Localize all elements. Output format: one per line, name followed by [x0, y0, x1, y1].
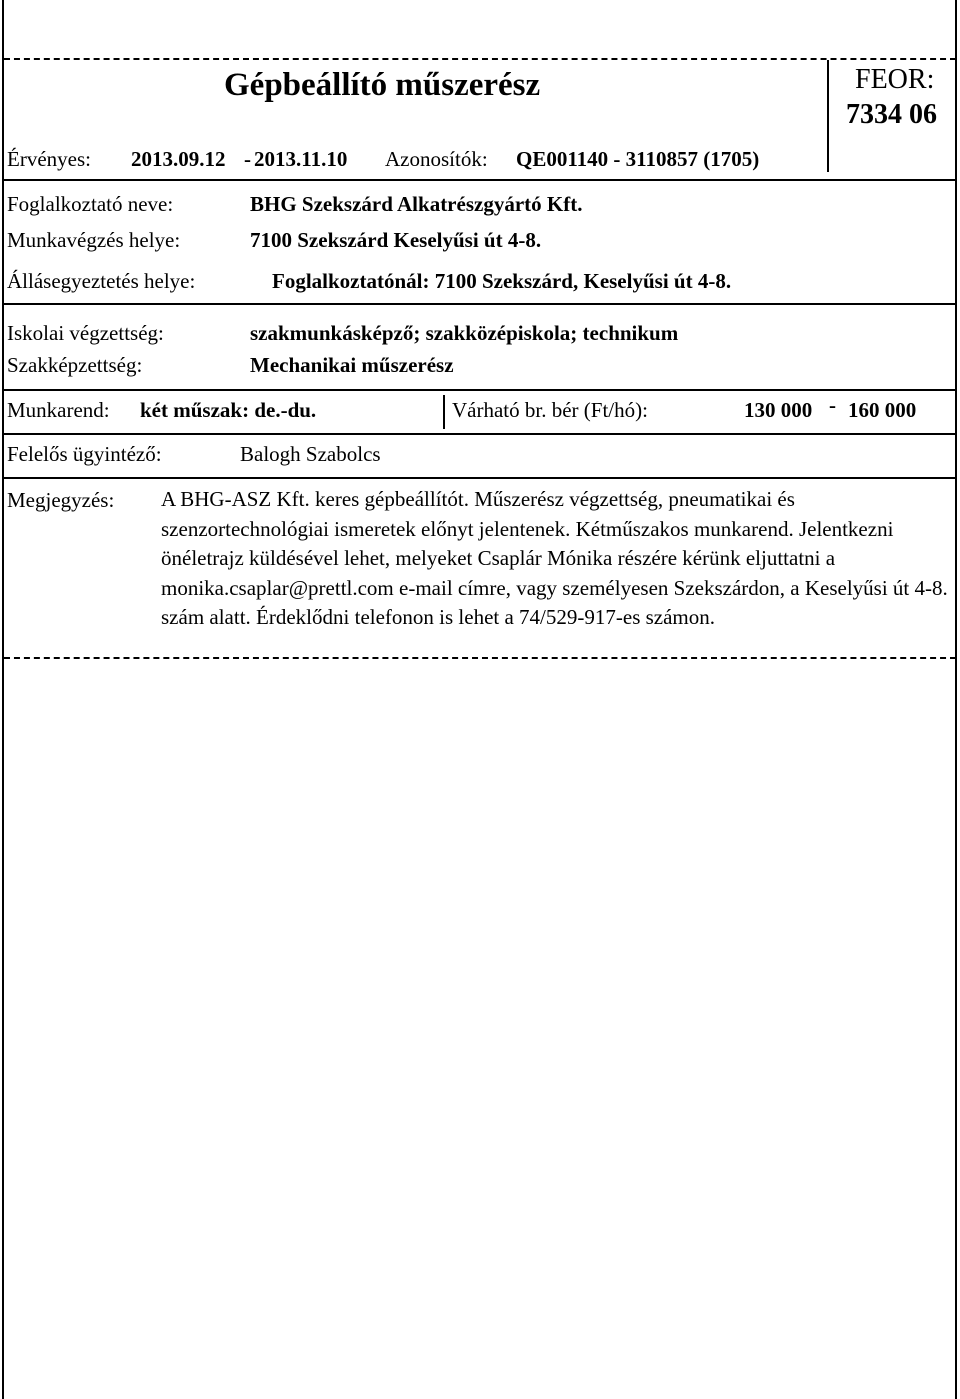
wage-to: 160 000	[848, 398, 917, 422]
validity-to: 2013.11.10	[254, 147, 348, 171]
interview-place-label: Állásegyeztetés helye:	[7, 269, 196, 293]
contact-value: Balogh Szabolcs	[240, 442, 381, 466]
school-label: Iskolai végzettség:	[7, 321, 164, 345]
wage-separator: -	[829, 393, 836, 417]
workplace-label: Munkavégzés helye:	[7, 228, 181, 252]
ids-value: QE001140 - 3110857 (1705)	[516, 147, 760, 171]
wage-divider	[443, 395, 445, 429]
workplace-value: 7100 Szekszárd Keselyűsi út 4-8.	[250, 228, 542, 252]
validity-separator: -	[244, 147, 251, 171]
page-title: Gépbeállító műszerész	[224, 67, 541, 103]
note-label: Megjegyzés:	[7, 488, 115, 512]
qualification-label: Szakképzettség:	[7, 353, 143, 377]
frame-left-border	[2, 0, 4, 1399]
bottom-dashed-divider	[4, 657, 956, 659]
divider	[4, 303, 956, 305]
feor-code: 7334 06	[846, 99, 937, 130]
validity-label: Érvényes:	[7, 147, 91, 171]
interview-place-value: Foglalkoztatónál: 7100 Szekszárd, Keselyűsi út 4-8.	[272, 269, 732, 293]
divider	[4, 433, 956, 435]
wage-label: Várható br. bér (Ft/hó):	[452, 398, 648, 422]
feor-label: FEOR:	[855, 64, 935, 95]
feor-divider	[827, 60, 829, 172]
top-dashed-divider	[4, 58, 956, 60]
qualification-value: Mechanikai műszerész	[250, 353, 454, 377]
divider	[4, 477, 956, 479]
ids-label: Azonosítók:	[385, 147, 488, 171]
note-text: A BHG-ASZ Kft. keres gépbeállítót. Műszerész végzettség, pneumatikai és szenzortechnológiai ismeretek előnyt jelentenek. Kétműszakos munkarend. Jelentkezni önéletrajz küldésével lehet, melyeket Csaplár Mónika részére kérünk eljuttatni a monika.csaplar@prettl.com e-mail címre, vagy személyesen Szekszárdon, a Keselyűsi út 4-8. szám alatt. Érdeklődni telefonon is lehet a 74/529-917-es számon.	[161, 487, 948, 629]
frame-right-border	[955, 0, 957, 1399]
employer-name-value: BHG Szekszárd Alkatrészgyártó Kft.	[250, 192, 583, 216]
divider	[4, 389, 956, 391]
divider	[4, 179, 956, 181]
schedule-label: Munkarend:	[7, 398, 110, 422]
schedule-value: két műszak: de.-du.	[140, 398, 317, 422]
school-value: szakmunkásképző; szakközépiskola; technikum	[250, 321, 679, 345]
wage-from: 130 000	[744, 398, 813, 422]
employer-name-label: Foglalkoztató neve:	[7, 192, 174, 216]
validity-from: 2013.09.12	[131, 147, 226, 171]
contact-label: Felelős ügyintéző:	[7, 442, 162, 466]
